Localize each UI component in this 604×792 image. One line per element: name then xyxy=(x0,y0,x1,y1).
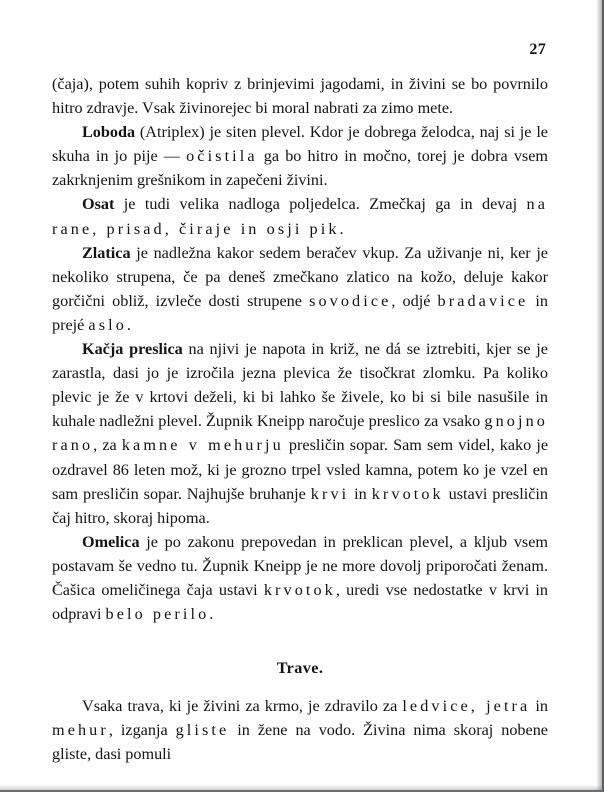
letterspaced-emphasis: bradavice xyxy=(437,291,529,310)
scan-edge-right xyxy=(596,0,602,792)
paragraph-text: , uredi vse nedostatke v krvi in odpravi xyxy=(52,580,548,624)
section-heading: Trave. xyxy=(276,659,324,678)
paragraph-lead-term: Zlatica xyxy=(82,243,131,262)
paragraph-text: in prejé xyxy=(52,291,549,334)
para-loboda xyxy=(52,120,548,192)
paragraph-text: in xyxy=(530,697,549,716)
paragraph-text: presličin sopar. Sam sem videl, kako je ozdravel 86 leten mož, ki je grozno trpel vsled kamna, potem ko je vzel en sam presličin sopar. Najhujše bruhanje xyxy=(52,436,549,503)
letterspaced-emphasis: očistila xyxy=(186,147,258,166)
paragraph-text: (čaja), potem suhih kopriv z brinjevimi jagodami, in živini se bo povrnilo hitro zdravje. Vsak živinorejec bi moral nabrati za zimo mete. xyxy=(52,75,548,118)
para-omelica xyxy=(52,530,548,626)
page-text-block xyxy=(52,72,548,767)
scan-edge-bottom xyxy=(0,785,604,790)
paragraph-text: je po zakonu prepovedan in preklican plevel, a kljub vsem postavam še vedno tu. Župnik Kneipp je ne more dovolj priporočati ženam. Čašica omeličinega čaja ustavi xyxy=(52,532,548,599)
paragraph-text: in žene na vodo. Živina nima skoraj nobene gliste, dasi pomuli xyxy=(52,721,548,764)
paragraph-text: Vsaka trava, ki je živini za krmo, je zdravilo za xyxy=(82,697,403,716)
letterspaced-emphasis: kamne v mehurju xyxy=(121,436,284,455)
para-zlatica xyxy=(52,241,548,337)
letterspaced-emphasis: krvi xyxy=(310,484,350,503)
letterspaced-emphasis: krvotok xyxy=(371,484,444,503)
section-paragraphs xyxy=(52,694,548,766)
paragraph-text: ustavi presličin čaj hitro, skoraj hipoma. xyxy=(52,484,548,527)
paragraph-text: (Atriplex) je siten plevel. Kdor je dobrega želodca, naj si je le skuha in jo pije — xyxy=(52,123,548,166)
para-osat xyxy=(52,192,548,240)
paragraph-lead-term: Kačja preslica xyxy=(82,340,183,359)
letterspaced-emphasis: na rane, prisad, čiraje in osji pik. xyxy=(52,195,548,238)
para-kacja-preslica xyxy=(52,337,548,530)
page-number: 27 xyxy=(529,41,546,58)
letterspaced-emphasis: sovodice xyxy=(309,291,392,310)
paragraph-lead-term: Omelica xyxy=(82,532,140,551)
paragraph-lead-term: Osat xyxy=(82,195,115,214)
para-vsaka-trava xyxy=(52,694,548,766)
paragraph-text: , izganja xyxy=(108,721,176,740)
paragraph-text: ga bo hitro in močno, torej je dobra vsem zakrknjenim grešnikom in zapečeni živini. xyxy=(52,147,548,190)
letterspaced-emphasis: aslo. xyxy=(88,315,135,334)
letterspaced-emphasis: gliste xyxy=(175,721,230,740)
paragraph-text: , za xyxy=(93,436,122,455)
letterspaced-emphasis: gnojno rano xyxy=(52,412,548,455)
letterspaced-emphasis: krvotok xyxy=(263,580,336,599)
paragraph-text: je tudi velika nadloga poljedelca. Zmečkaj ga in devaj xyxy=(114,195,527,214)
body-paragraphs xyxy=(52,72,548,626)
paragraph-text: in xyxy=(349,484,372,503)
paragraph-text: je nadležna kakor sedem beračev vkup. Za uživanje ni, ker je nekoliko strupena, če pa deneš zmečkano zlatico na kožo, deluje kakor gorčični obliž, izvleče dosti strupene xyxy=(52,243,548,310)
paragraph-text: , odjé xyxy=(391,291,438,310)
letterspaced-emphasis: mehur xyxy=(52,721,109,740)
para-caja xyxy=(52,72,548,120)
letterspaced-emphasis: belo perilo. xyxy=(105,605,217,624)
letterspaced-emphasis: ledvice, jetra xyxy=(402,697,531,716)
paragraph-lead-term: Loboda xyxy=(82,123,136,142)
paragraph-text: na njivi je napota in križ, ne dá se iztrebiti, kjer se je zarastla, dasi jo je izročila jezna plevica že tisočkrat zlomku. Pa koliko plevic je že v krtovi deželi, ki bi lahko še živele, ko bi si bile nasušile in kuhale nadležni plevel. Župnik Kneipp naročuje preslico za vsako xyxy=(52,340,548,431)
